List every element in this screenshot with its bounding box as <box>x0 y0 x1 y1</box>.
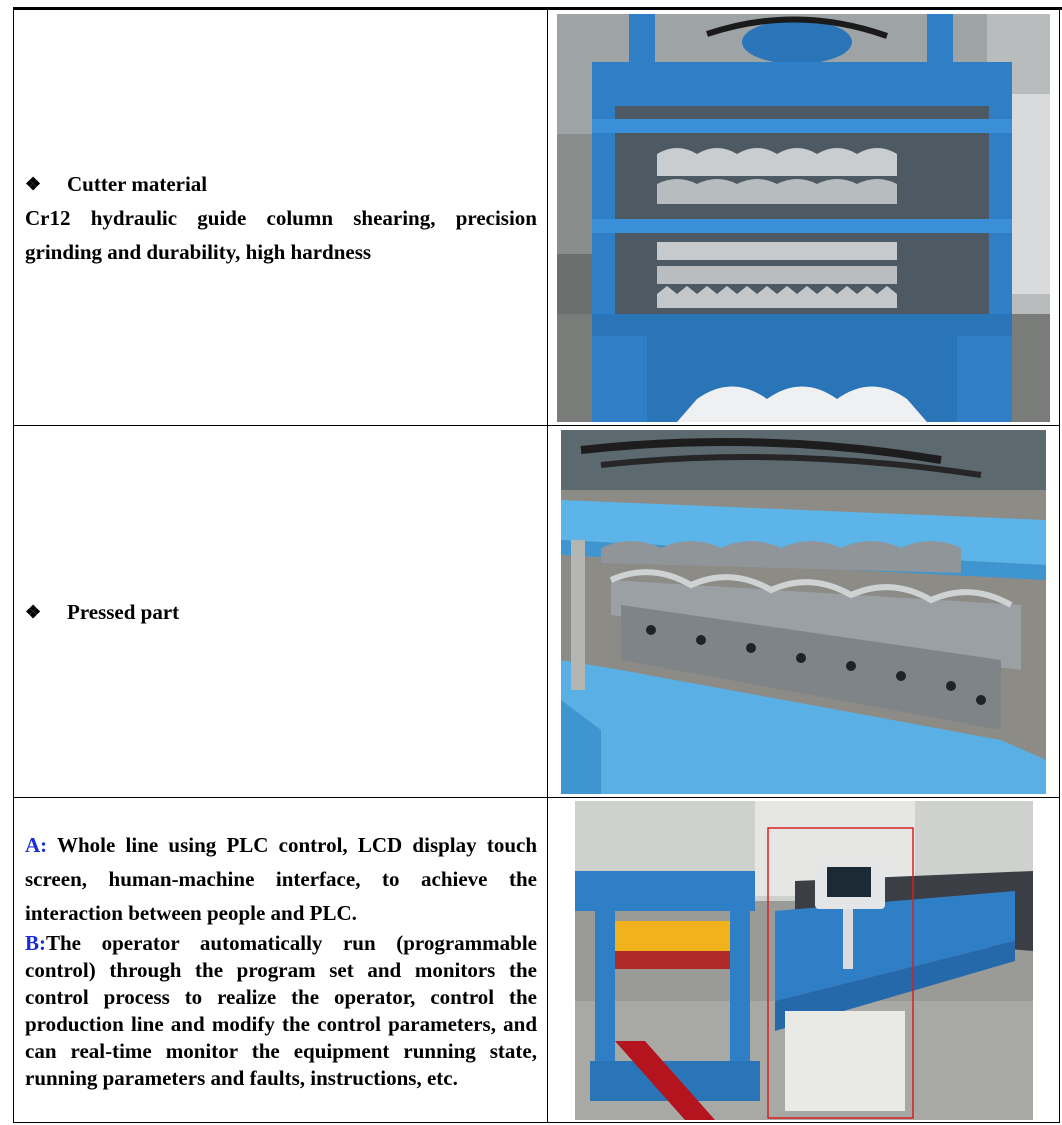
cell-pressed-photo <box>548 426 1060 798</box>
cell-cutter-photo <box>548 10 1060 426</box>
row-pressed <box>14 426 1060 798</box>
cutter-description: Cr12 hydraulic guide column shearing, precision grinding and durability, high hardness <box>25 205 537 264</box>
diamond-bullet-icon: ❖ <box>25 601 42 622</box>
plc-paragraph-a <box>25 828 537 930</box>
spec-table <box>13 9 1060 1123</box>
cell-plc-text <box>14 798 548 1123</box>
cutter-heading <box>25 167 537 201</box>
label-a: A: <box>25 833 48 857</box>
pressed-heading <box>25 595 537 629</box>
cell-cutter-text <box>14 10 548 426</box>
pressed-photo <box>561 430 1046 794</box>
cell-pressed-text <box>14 426 548 798</box>
plc-a-text: Whole line using PLC control, LCD display touch screen, human-machine interface, to achieve the interaction between people and PLC. <box>25 833 537 925</box>
row-cutter <box>14 10 1060 426</box>
label-b: B: <box>25 931 46 955</box>
plc-paragraph-b <box>25 930 537 1092</box>
row-plc <box>14 798 1060 1123</box>
plc-photo <box>575 801 1033 1120</box>
cutter-photo <box>557 14 1050 422</box>
cutter-heading-text: Cutter material <box>67 171 208 196</box>
diamond-bullet-icon: ❖ <box>25 173 42 194</box>
pressed-heading-text: Pressed part <box>67 599 180 624</box>
cell-plc-photo <box>548 798 1060 1123</box>
plc-b-text: The operator automatically run (programmable control) through the program set and monitors the control process to realize the operator, control the production line and modify the control parameters, and can real-time monitor the equipment running state, running parameters and faults, instructions, etc. <box>25 931 537 1090</box>
